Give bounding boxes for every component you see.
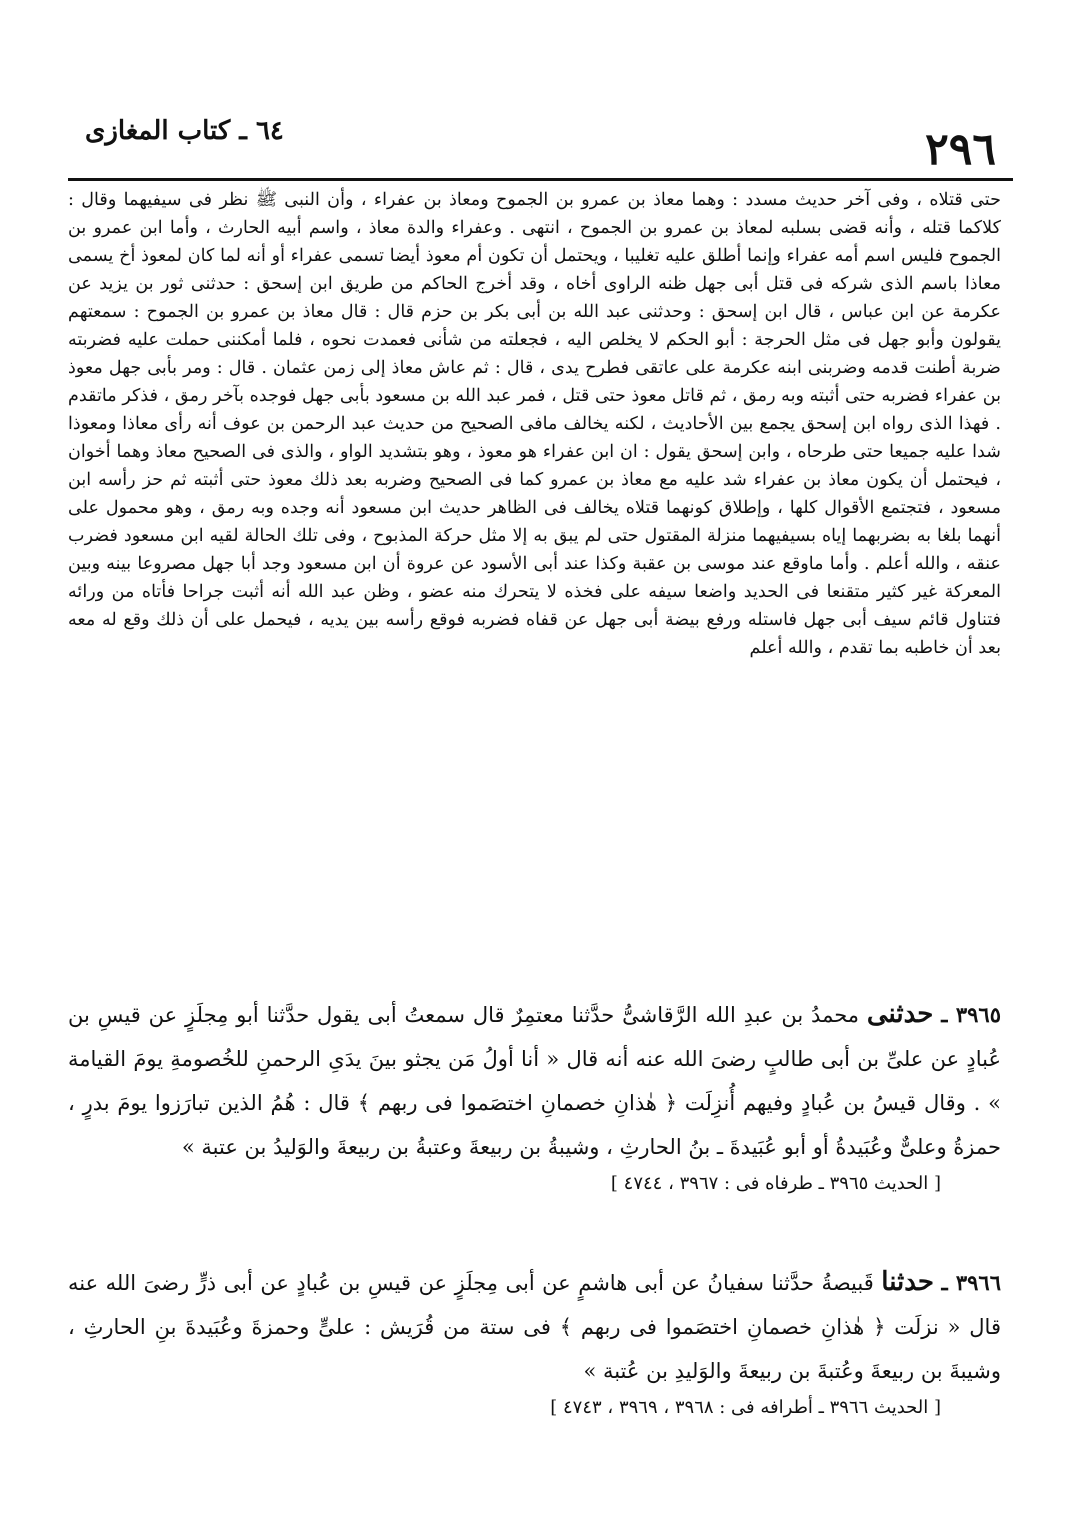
hadith-block (68, 1260, 1001, 1423)
hadith-number: ٣٩٦٥ ـ (941, 1002, 1001, 1027)
hadith-cross-reference: [ الحديث ٣٩٦٦ ـ أطرافه فى : ٣٩٦٨ ، ٣٩٦٩ ، ٤٧٤٣ ] (550, 1397, 941, 1418)
running-head: ٦٤ ـ كتاب المغازى (85, 116, 284, 146)
header-rule (68, 178, 1013, 181)
hadith-opening: حدثنا (881, 1267, 935, 1297)
hadith-opening: حدثنى (866, 999, 934, 1029)
hadith-cross-reference: [ الحديث ٣٩٦٥ ـ طرفاه فى : ٣٩٦٧ ، ٤٧٤٤ ] (610, 1173, 941, 1194)
commentary-text: حتى قتلاه ، وفى آخر حديث مسدد : وهما معاذ بن عمرو بن الجموح ومعاذ بن عفراء ، وأن النبى ﷺ نظر فى سيفيهما وقال : كلاكما قتله ، وأنه قضى بسلبه لمعاذ بن عمرو بن الجموح ، انتهى . وعفراء والدة معاذ ، واسم أبيه الحارث ، وأما ابن عمرو بن الجموح فليس اسم أمه عفراء وإنما أطلق عليه تغليبا ، ويحتمل أن تكون أم معوذ أيضا تسمى عفراء أو أنه لما كان لمعوذ أخ يسمى معاذا باسم الذى شركه فى قتل أبى جهل ظنه الراوى أخاه ، وقد أخرج الحاكم من طريق ابن إسحق : حدثنى ثور بن يزيد عن عكرمة عن ابن عباس ، قال ابن إسحق : وحدثنى عبد الله بن أبى بكر بن حزم قال : قال معاذ بن عمرو بن الجموح : سمعتهم يقولون وأبو جهل فى مثل الحرجة : أبو الحكم لا يخلص اليه ، فجعلته من شأنى فعمدت نحوه ، فلما أمكننى حملت عليه فضربته ضربة أطنت قدمه وضربنى ابنه عكرمة على عاتقى فطرح يدى ، قال : ثم عاش معاذ إلى زمن عثمان . قال : ومر بأبى جهل معوذ بن عفراء فضربه حتى أثبته وبه رمق ، ثم قاتل معوذ حتى قتل ، فمر عبد الله بن مسعود بأبى جهل فوجده بآخر رمق ، فذكر ماتقدم . فهذا الذى رواه ابن إسحق يجمع بين الأحاديث ، لكنه يخالف مافى الصحيح من حديث عبد الرحمن بن عوف أنه رأى معاذا ومعوذا شدا عليه جميعا حتى طرحاه ، وابن إسحق يقول : ان ابن عفراء هو معوذ ، وهو بتشديد الواو ، والذى فى الصحيح معاذ وهما أخوان ، فيحتمل أن يكون معاذ بن عفراء شد عليه مع معاذ بن عمرو كما فى الصحيح وضربه بعد ذلك معوذ حتى أثبته ثم حز رأسه ابن مسعود ، فتجتمع الأقوال كلها ، وإطلاق كونهما قتلاه يخالف فى الظاهر حديث ابن مسعود أنه وجده وبه رمق ، وهو محمول على أنهما بلغا به بضربهما إياه بسيفيهما منزلة المقتول حتى لم يبق به إلا مثل حركة المذبوح ، وفى تلك الحالة لقيه ابن مسعود فضرب عنقه ، والله أعلم . وأما ماوقع عند موسى بن عقبة وكذا عند أبى الأسود عن عروة أن ابن مسعود وجد أبا جهل مصروعا بينه وبين المعركة غير كثير متقنعا فى الحديد واضعا سيفه على فخذه لا يتحرك منه عضو ، وظن عبد الله أنه أثبت جراحا فأتاه من ورائه فتناول قائم سيف أبى جهل فاستله ورفع بيضة أبى جهل عن قفاه فضربه فوقع رأسه بين يديه ، فيحمل على أن ذلك وقع له معه بعد أن خاطبه بما تقدم ، والله أعلم (68, 190, 1001, 658)
hadith-block (68, 992, 1001, 1199)
hadith-number: ٣٩٦٦ ـ (941, 1270, 1001, 1295)
page-number: ٢٩٦ (925, 124, 996, 175)
hadith-text: قَبيصةُ حدَّثنا سفيانُ عن أبى هاشمٍ عن أبى مِجلَزٍ عن قيسِ بن عُبادٍ عن أبى ذرٍّ رضىَ الله عنه قال « نزلَت ﴿ هٰذانِ خصمانِ اختصَموا فى ربهم ﴾ فى ستة من قُرَيش : علىٍّ وحمزةَ وعُبَيدةَ بنِ الحارثِ ، وشيبةَ بن ربيعةَ وعُتبةَ بن ربيعةَ والوَليدِ بن عُتبة » (68, 1271, 1001, 1383)
hadith-text: محمدُ بن عبدِ الله الرَّقاشىُّ حدَّثنا معتمِرٌ قال سمعتُ أبى يقول حدَّثنا أبو مِجلَزٍ عن قيسِ بن عُبادٍ عن علىِّ بن أبى طالبٍ رضىَ الله عنه أنه قال « أنا أولُ مَن يجثو بينَ يدَىِ الرحمنِ للخُصومةِ يومَ القيامة » . وقال قيسُ بن عُبادٍ وفيهم أُنزِلَت ﴿ هٰذانِ خصمانِ اختصَموا فى ربهم ﴾ قال : هُمُ الذين تبارَزوا يومَ بدرٍ ، حمزةُ وعلىٌّ وعُبَيدةُ أو أبو عُبَيدةَ ـ بنُ الحارثِ ، وشيبةُ بن ربيعةَ وعتبةُ بن ربيعةَ والوَليدُ بن عتبة » (68, 1003, 1001, 1159)
